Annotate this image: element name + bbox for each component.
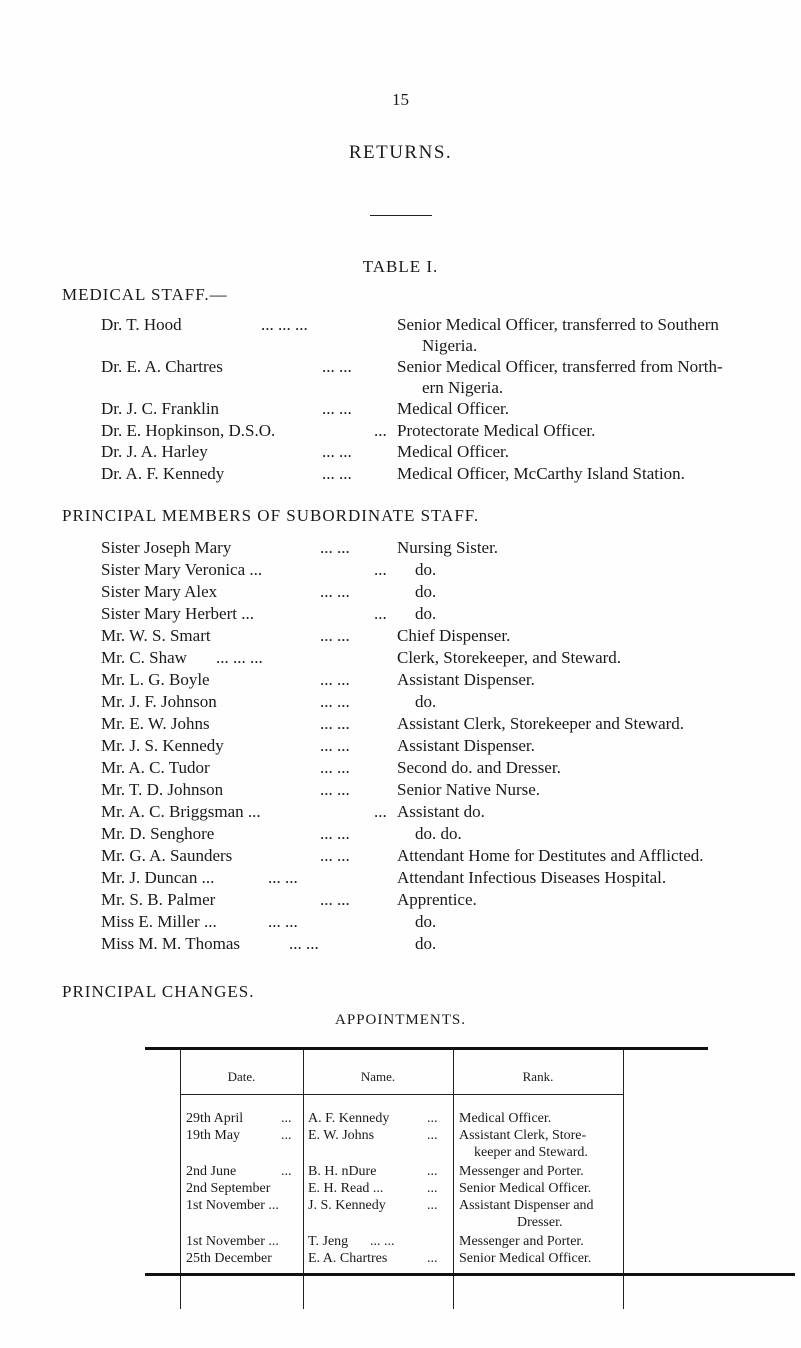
staff-role: do. (415, 912, 437, 931)
leader-dots: ... ... (320, 538, 350, 557)
leader-dots: ... ... (320, 758, 350, 777)
staff-name: Mr. S. B. Palmer (101, 890, 216, 909)
staff-name: Mr. J. F. Johnson (101, 692, 217, 711)
staff-role: Senior Medical Officer, transferred to Southern (397, 315, 719, 334)
staff-name: Mr. J. Duncan ... (101, 868, 215, 887)
leader-dots: ... ... (322, 357, 352, 376)
principal-changes-heading: PRINCIPAL CHANGES. (62, 982, 255, 1001)
table-cell-name: A. F. Kennedy (308, 1111, 390, 1126)
leader-dots: ... ... (322, 464, 352, 483)
staff-role-continued: Nigeria. (422, 336, 478, 355)
column-header-name: Name. (360, 1069, 396, 1084)
staff-name: Dr. J. A. Harley (101, 442, 208, 461)
leader-dots: ... ... (322, 442, 352, 461)
staff-role: Assistant do. (397, 802, 485, 821)
table-cell-name: J. S. Kennedy (308, 1198, 386, 1213)
leader-dots: ... ... (320, 736, 350, 755)
table-cell-date: 1st November ... (186, 1198, 279, 1213)
leader-dots: ... ... (320, 714, 350, 733)
table-bottom-rule (145, 1273, 795, 1276)
table-column-rule (303, 1050, 304, 1309)
leader-dots: ... (427, 1181, 438, 1196)
leader-dots: ... ... (370, 1234, 395, 1249)
table-cell-rank: Assistant Dispenser and (459, 1198, 594, 1213)
table-cell-name: E. W. Johns (308, 1128, 375, 1143)
staff-role: Attendant Home for Destitutes and Afflicted. (397, 846, 704, 865)
leader-dots: ... (374, 421, 387, 440)
leader-dots: ... ... (320, 582, 350, 601)
staff-name: Sister Mary Alex (101, 582, 218, 601)
staff-role: Assistant Dispenser. (397, 736, 535, 755)
table-cell-date: 25th December (186, 1251, 272, 1266)
staff-name: Mr. L. G. Boyle (101, 670, 210, 689)
table-cell-name: B. H. nDure (308, 1164, 377, 1179)
table-header-rule (180, 1094, 623, 1095)
staff-name: Dr. E. Hopkinson, D.S.O. (101, 421, 276, 440)
staff-name: Mr. A. C. Tudor (101, 758, 210, 777)
staff-role: Nursing Sister. (397, 538, 499, 557)
table-cell-rank: Messenger and Porter. (459, 1164, 584, 1179)
staff-role: do. (415, 582, 437, 601)
leader-dots: ... ... (320, 692, 350, 711)
staff-role: Senior Medical Officer, transferred from North- (397, 357, 723, 376)
staff-role: Attendant Infectious Diseases Hospital. (397, 868, 667, 887)
leader-dots: ... (427, 1111, 438, 1126)
leader-dots: ... ... (268, 868, 298, 887)
staff-role: Clerk, Storekeeper, and Steward. (397, 648, 622, 667)
staff-role: Assistant Dispenser. (397, 670, 535, 689)
table-column-rule (180, 1050, 181, 1309)
table-cell-name: E. H. Read ... (308, 1181, 384, 1196)
leader-dots: ... (374, 560, 387, 579)
table-cell-rank: Medical Officer. (459, 1111, 552, 1126)
leader-dots: ... ... (320, 890, 350, 909)
leader-dots: ... (374, 604, 387, 623)
leader-dots: ... (281, 1111, 292, 1126)
staff-name: Sister Mary Veronica ... (101, 560, 263, 579)
staff-name: Dr. J. C. Franklin (101, 399, 220, 418)
table-cell-date: 1st November ... (186, 1234, 279, 1249)
staff-name: Mr. G. A. Saunders (101, 846, 233, 865)
staff-role: do. (415, 692, 437, 711)
column-header-rank: Rank. (522, 1069, 554, 1084)
staff-role: Medical Officer. (397, 399, 510, 418)
staff-name: Dr. T. Hood (101, 315, 182, 334)
table-cell-date: 19th May (186, 1128, 241, 1143)
leader-dots: ... (281, 1128, 292, 1143)
leader-dots: ... ... (322, 399, 352, 418)
leader-dots: ... ... (268, 912, 298, 931)
subordinate-staff-heading: PRINCIPAL MEMBERS OF SUBORDINATE STAFF. (62, 506, 480, 525)
table-cell-rank-continued: Dresser. (517, 1215, 563, 1230)
staff-name: Mr. J. S. Kennedy (101, 736, 224, 755)
returns-heading: RETURNS. (348, 142, 453, 163)
page-number: 15 (392, 90, 409, 109)
staff-role-continued: ern Nigeria. (422, 378, 504, 397)
leader-dots: ... ... (320, 670, 350, 689)
table-cell-rank: Senior Medical Officer. (459, 1251, 592, 1266)
leader-dots: ... (374, 802, 387, 821)
staff-name: Mr. E. W. Johns (101, 714, 210, 733)
appointments-table (145, 1047, 795, 1314)
staff-name: Mr. C. Shaw (101, 648, 187, 667)
staff-name: Dr. E. A. Chartres (101, 357, 223, 376)
staff-role: do. do. (415, 824, 462, 843)
table-cell-date: 29th April (186, 1111, 244, 1126)
staff-name: Mr. W. S. Smart (101, 626, 211, 645)
staff-role: Medical Officer, McCarthy Island Station. (397, 464, 685, 483)
staff-role: Medical Officer. (397, 442, 510, 461)
leader-dots: ... (427, 1198, 438, 1213)
table-cell-date: 2nd June (186, 1164, 237, 1179)
staff-name: Mr. D. Senghore (101, 824, 215, 843)
staff-name: Miss M. M. Thomas (101, 934, 241, 953)
staff-role: Assistant Clerk, Storekeeper and Steward. (397, 714, 685, 733)
staff-role: Protectorate Medical Officer. (397, 421, 596, 440)
table-column-rule (623, 1050, 624, 1309)
leader-dots: ... ... (320, 780, 350, 799)
staff-role: do. (415, 604, 437, 623)
staff-role: do. (415, 934, 437, 953)
leader-dots: ... (281, 1164, 292, 1179)
leader-dots: ... ... (320, 846, 350, 865)
table-cell-rank: Senior Medical Officer. (459, 1181, 592, 1196)
table-cell-rank: Messenger and Porter. (459, 1234, 584, 1249)
staff-role: do. (415, 560, 437, 579)
table-cell-rank-continued: keeper and Steward. (474, 1145, 588, 1160)
leader-dots: ... (427, 1251, 438, 1266)
table-cell-name: E. A. Chartres (308, 1251, 388, 1266)
staff-name: Mr. A. C. Briggsman ... (101, 802, 261, 821)
table-cell-date: 2nd September (186, 1181, 271, 1196)
medical-staff-heading: MEDICAL STAFF.— (62, 285, 228, 304)
staff-name: Sister Joseph Mary (101, 538, 232, 557)
staff-role: Second do. and Dresser. (397, 758, 561, 777)
leader-dots: ... (427, 1128, 438, 1143)
heading-rule (370, 215, 432, 216)
column-header-date: Date. (227, 1069, 256, 1084)
leader-dots: ... ... (320, 824, 350, 843)
staff-role: Senior Native Nurse. (397, 780, 541, 799)
leader-dots: ... ... ... (216, 648, 263, 667)
table-cell-name: T. Jeng (308, 1234, 349, 1249)
appointments-heading: APPOINTMENTS. (335, 1012, 466, 1028)
staff-role: Apprentice. (397, 890, 477, 909)
staff-name: Mr. T. D. Johnson (101, 780, 224, 799)
leader-dots: ... ... (320, 626, 350, 645)
leader-dots: ... (427, 1164, 438, 1179)
leader-dots: ... ... ... (261, 315, 308, 334)
table-cell-rank: Assistant Clerk, Store- (459, 1128, 587, 1143)
staff-role: Chief Dispenser. (397, 626, 511, 645)
staff-name: Sister Mary Herbert ... (101, 604, 254, 623)
staff-name: Dr. A. F. Kennedy (101, 464, 225, 483)
table-title: TABLE I. (362, 257, 439, 276)
leader-dots: ... ... (289, 934, 319, 953)
staff-name: Miss E. Miller ... (101, 912, 217, 931)
table-column-rule (453, 1050, 454, 1309)
